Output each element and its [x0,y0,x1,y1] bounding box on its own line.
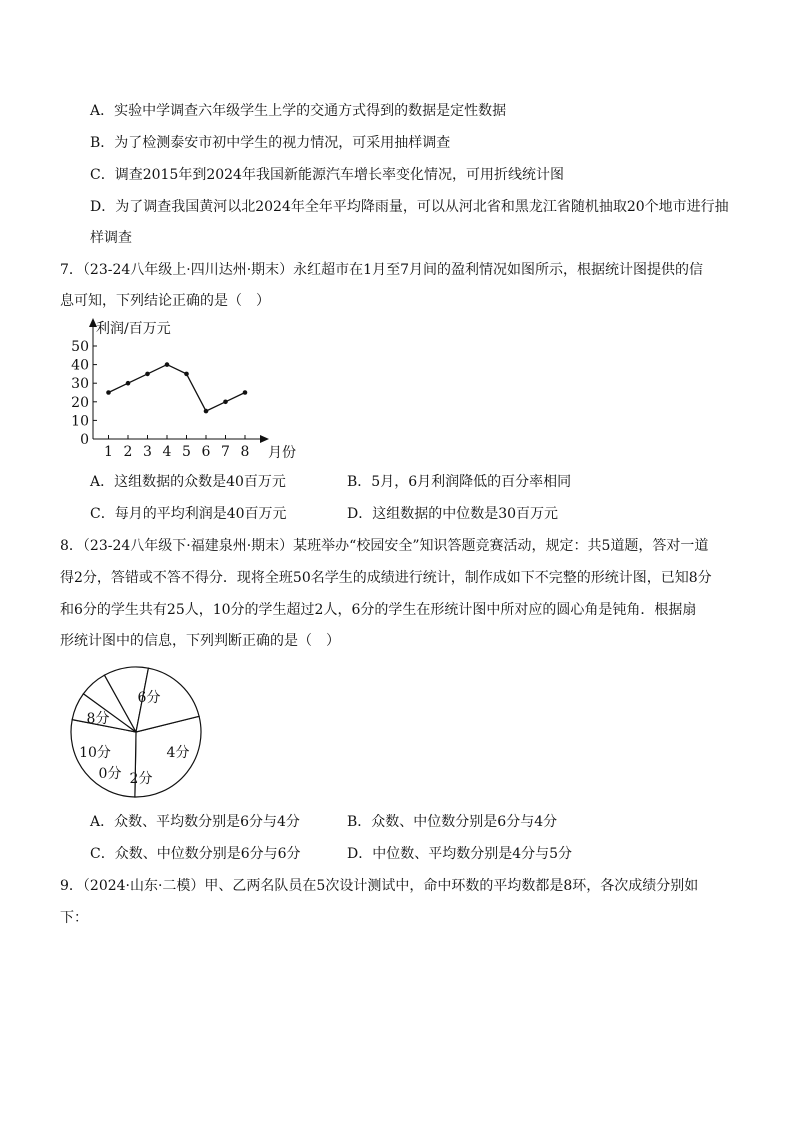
pie-slice-label: 6分 [137,690,161,706]
q8-stem-line4: 形统计图中的信息，下列判断正确的是（ ） [60,633,340,649]
y-tick-label: 0 [80,432,89,448]
y-tick-label: 30 [71,376,89,393]
data-point [126,381,131,386]
q7-stem-line2: 息可知，下列结论正确的是（ ） [60,293,270,309]
q6-option-d: D．为了调查我国黄河以北2024年全年平均降雨量，可以从河北省和黑龙江省随机抽取20个地市进行抽 [90,199,729,215]
data-point [165,362,170,367]
x-tick-label: 3 [143,444,152,460]
line-chart-xlabel: 月份 [268,445,296,461]
q8-option-d: D．中位数、平均数分别是4分与5分 [347,846,573,862]
q7-stem-line1: 7．（23-24八年级上·四川达州·期末）永红超市在1月至7月间的盈利情况如图所示，根据统计图提供的信 [60,262,703,278]
data-point [184,372,189,377]
data-point [106,390,111,395]
x-tick-label: 5 [182,444,191,460]
data-point [243,390,248,395]
y-tick-label: 40 [71,357,89,374]
q8-option-c: C．众数、中位数分别是6分与6分 [90,846,301,862]
y-tick-label: 50 [71,339,89,355]
q7-option-b: B．5月，6月利润降低的百分率相同 [347,474,572,490]
y-tick-label: 10 [71,413,89,430]
pie-slice-label: 2分 [129,771,153,787]
profit-series-line [109,365,246,412]
q6-option-d-cont: 样调查 [90,230,132,246]
data-point [204,409,209,414]
y-tick-label: 20 [71,394,89,411]
q9-stem-line2: 下： [60,910,88,926]
q6-option-c: C．调查2015年到2024年我国新能源汽车增长率变化情况，可用折线统计图 [90,167,564,183]
x-tick-label: 6 [201,444,211,460]
x-tick-label: 8 [240,444,250,460]
q8-option-b: B．众数、中位数分别是6分与4分 [347,814,558,830]
q6-option-b: B．为了检测泰安市初中学生的视力情况，可采用抽样调查 [90,135,451,151]
data-point [223,400,228,405]
line-chart-ylabel: 利润/百万元 [96,321,171,337]
data-point [145,372,150,377]
q8-pie-chart [66,665,216,805]
q9-stem-line1: 9．（2024·山东·二模）甲、乙两名队员在5次设计测试中，命中环数的平均数都是8环，各次成绩分别如 [60,878,699,894]
q7-option-c: C．每月的平均利润是40百万元 [90,506,287,522]
pie-slice-label: 8分 [86,711,110,727]
q7-option-d: D．这组数据的中位数是30百万元 [347,506,559,522]
q8-stem-line1: 8．（23-24八年级下·福建泉州·期末）某班举办“校园安全”知识答题竞赛活动，规定：共5道题，答对一道 [60,538,709,554]
q7-option-a: A．这组数据的众数是40百万元 [90,474,286,490]
pie-slice-label: 0分 [98,766,122,782]
q6-option-a: A．实验中学调查六年级学生上学的交通方式得到的数据是定性数据 [90,103,507,119]
line-chart-series [106,362,247,413]
x-tick-label: 4 [162,444,172,460]
x-axis-arrow [260,435,269,443]
q8-stem-line3: 和6分的学生共有25人，10分的学生超过2人，6分的学生在形统计图中所对应的圆心角是钝角．根据扇 [60,602,697,618]
q8-option-a: A．众数、平均数分别是6分与4分 [90,814,300,830]
x-tick-label: 2 [123,444,133,460]
q7-line-chart [60,315,300,465]
pie-slice-label: 4分 [166,745,190,761]
x-tick-label: 1 [104,444,113,460]
x-tick-label: 7 [221,444,230,460]
q8-stem-line2: 得2分，答错或不答不得分．现将全班50名学生的成绩进行统计，制作成如下不完整的形统计图，已知8分 [60,570,712,586]
pie-slice-label: 10分 [79,745,111,761]
